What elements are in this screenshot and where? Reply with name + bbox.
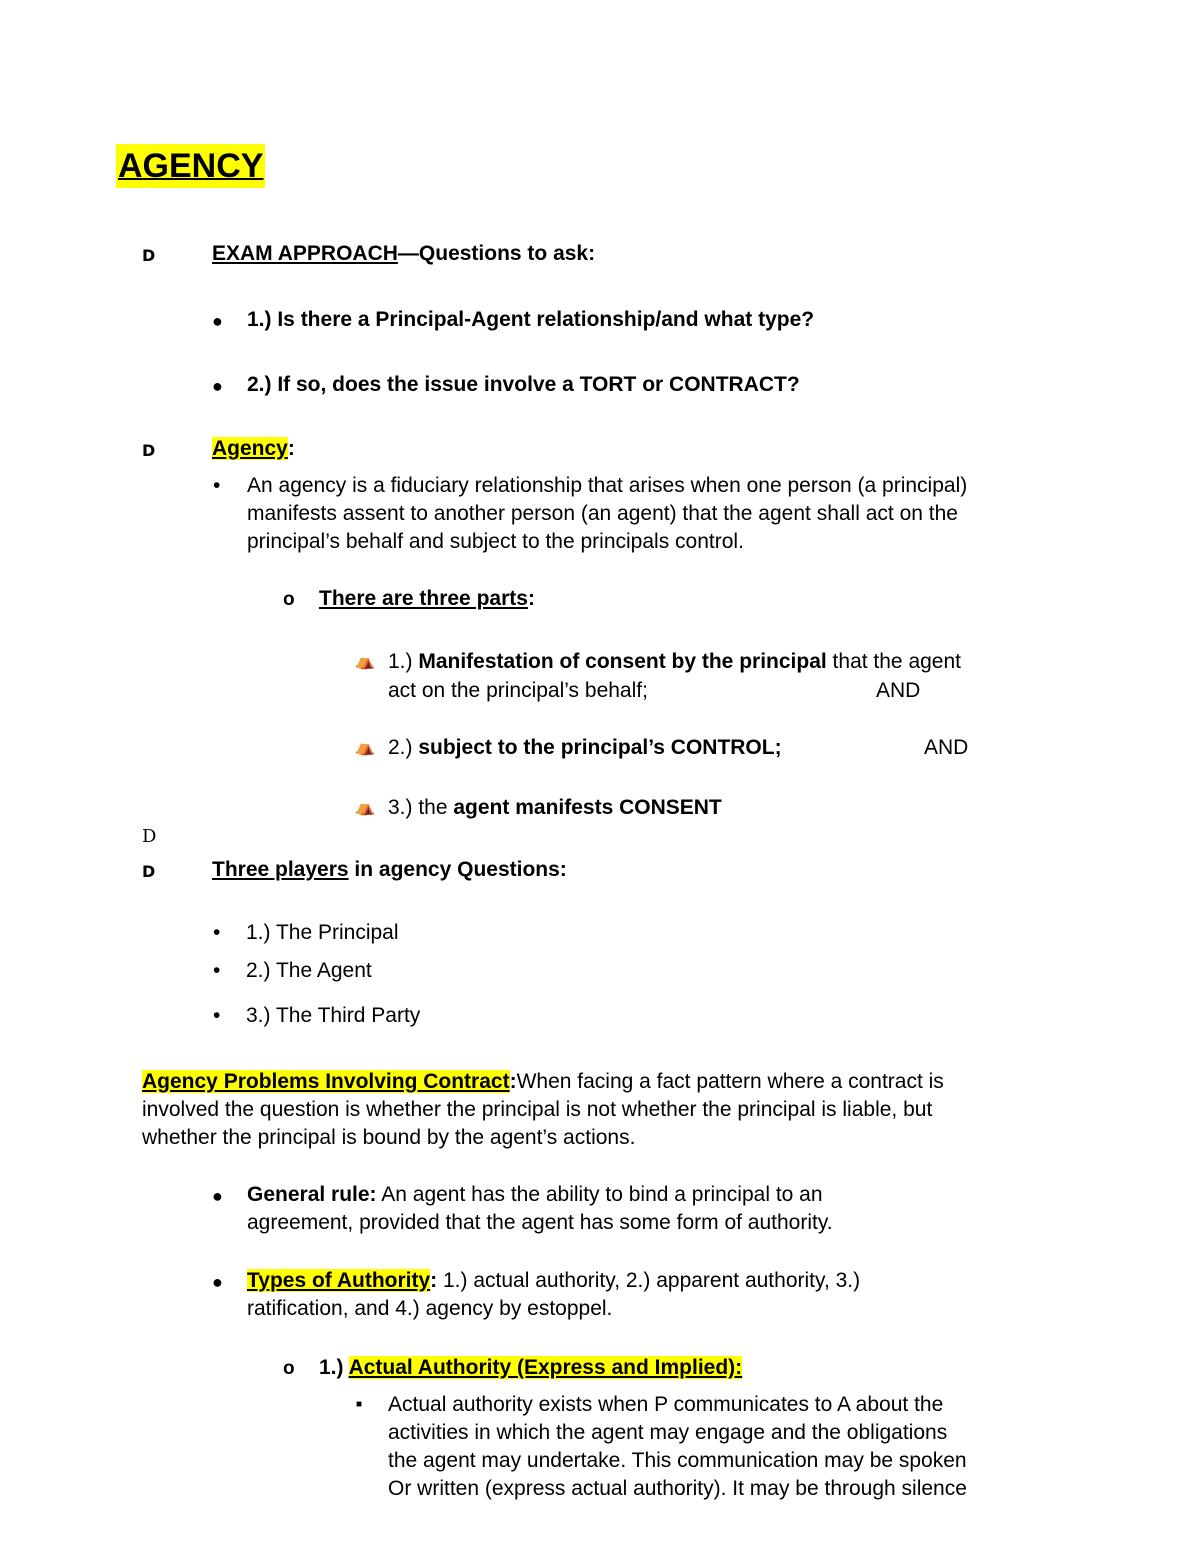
- contract-intro-line-3: whether the principal is bound by the agent’s actions.: [142, 1126, 636, 1149]
- part-2-num: 2.): [388, 736, 419, 759]
- small-bullet-icon: •: [213, 1004, 221, 1027]
- general-rule-label: General rule:: [247, 1183, 377, 1206]
- definition-line: An agency is a fiduciary relationship that arises when one person (a principal): [247, 474, 968, 497]
- parts-colon: :: [527, 587, 535, 610]
- bullet-dot-icon: ●: [212, 1272, 223, 1292]
- player-item: 3.) The Third Party: [246, 1004, 421, 1027]
- contract-intro: [142, 1068, 944, 1152]
- actual-authority-line: the agent may undertake. This communication may be spoken: [388, 1449, 967, 1472]
- bullet-dot-icon: ●: [212, 1186, 223, 1206]
- types-of-authority: [247, 1267, 860, 1323]
- general-rule-line-1: [247, 1181, 833, 1209]
- part-1-num: 1.): [388, 650, 419, 673]
- question-1: 1.) Is there a Principal-Agent relationship/and what type?: [247, 308, 815, 331]
- small-bullet-icon: •: [213, 921, 221, 944]
- agency-colon: :: [287, 437, 295, 460]
- actual-authority-line: Actual authority exists when P communicates to A about the: [388, 1393, 944, 1416]
- agency-heading: [212, 435, 295, 463]
- players-heading: [212, 856, 567, 884]
- part-3-num: 3.) the: [388, 796, 454, 819]
- bullet-dot-icon: ●: [212, 376, 223, 396]
- part-1-and: AND: [876, 679, 921, 702]
- player-item: 1.) The Principal: [246, 921, 399, 944]
- bullet-marker: D: [142, 441, 156, 460]
- parts-heading: [319, 585, 535, 613]
- types-line-2: ratification, and 4.) agency by estoppel.: [247, 1297, 613, 1320]
- general-rule-text: An agent has the ability to bind a principal to an: [376, 1183, 823, 1206]
- types-text: 1.) actual authority, 2.) apparent authority, 3.): [437, 1269, 861, 1292]
- part-3: [388, 794, 722, 822]
- exam-approach-label: EXAM APPROACH: [212, 242, 398, 265]
- types-colon: :: [430, 1269, 438, 1292]
- contract-intro-line-1: [142, 1068, 944, 1096]
- contract-colon: :: [509, 1070, 517, 1093]
- small-bullet-icon: •: [213, 959, 221, 982]
- players-rest: in agency Questions:: [348, 858, 567, 881]
- bullet-marker: D: [142, 862, 156, 881]
- agency-definition: [247, 472, 967, 556]
- definition-line: manifests assent to another person (an agent) that the agent shall act on the: [247, 502, 958, 525]
- bullet-marker: D: [142, 826, 157, 847]
- part-1-bold: Manifestation of consent by the principal: [418, 650, 827, 673]
- part-2: [388, 734, 782, 762]
- contract-heading: Agency Problems Involving Contract: [142, 1070, 510, 1093]
- actual-authority-text: [388, 1391, 967, 1503]
- parts-label: There are three parts: [319, 587, 528, 610]
- actual-authority-label: Actual Authority (Express and Implied):: [348, 1356, 743, 1379]
- player-item: 2.) The Agent: [246, 959, 372, 982]
- actual-authority-heading: [319, 1354, 742, 1382]
- general-rule: [247, 1181, 833, 1237]
- types-line-1: [247, 1267, 860, 1295]
- contract-intro-text: When facing a fact pattern where a contract is: [516, 1070, 944, 1093]
- pointer-icon: ⛺: [355, 653, 375, 670]
- part-3-bold: agent manifests CONSENT: [453, 796, 722, 819]
- part-1: [388, 648, 961, 676]
- bullet-marker: D: [142, 246, 156, 265]
- small-bullet-icon: •: [213, 474, 221, 497]
- exam-approach-heading: [212, 240, 595, 268]
- bullet-dot-icon: ●: [212, 311, 223, 331]
- agency-label: Agency: [212, 437, 288, 460]
- general-rule-line-2: agreement, provided that the agent has some form of authority.: [247, 1211, 833, 1234]
- page-title: AGENCY: [116, 144, 265, 188]
- actual-authority-line: Or written (express actual authority). It may be through silence: [388, 1477, 967, 1500]
- actual-authority-line: activities in which the agent may engage and the obligations: [388, 1421, 948, 1444]
- ring-bullet-icon: o: [283, 1358, 295, 1379]
- part-2-bold: subject to the principal’s CONTROL;: [418, 736, 782, 759]
- actual-authority-num: 1.): [319, 1356, 349, 1379]
- contract-intro-line-2: involved the question is whether the principal is not whether the principal is liable, but: [142, 1098, 933, 1121]
- types-label: Types of Authority: [247, 1269, 431, 1292]
- ring-bullet-icon: o: [283, 589, 295, 610]
- question-2: 2.) If so, does the issue involve a TORT or CONTRACT?: [247, 373, 800, 396]
- players-label: Three players: [212, 858, 349, 881]
- square-bullet-icon: ■: [356, 1399, 363, 1410]
- pointer-icon: ⛺: [355, 799, 375, 816]
- part-1-rest: that the agent: [826, 650, 961, 673]
- part-1-line-2: act on the principal’s behalf;: [388, 679, 648, 702]
- definition-line: principal’s behalf and subject to the principals control.: [247, 530, 744, 553]
- pointer-icon: ⛺: [355, 739, 375, 756]
- exam-approach-rest: —Questions to ask:: [397, 242, 596, 265]
- part-2-and: AND: [924, 736, 969, 759]
